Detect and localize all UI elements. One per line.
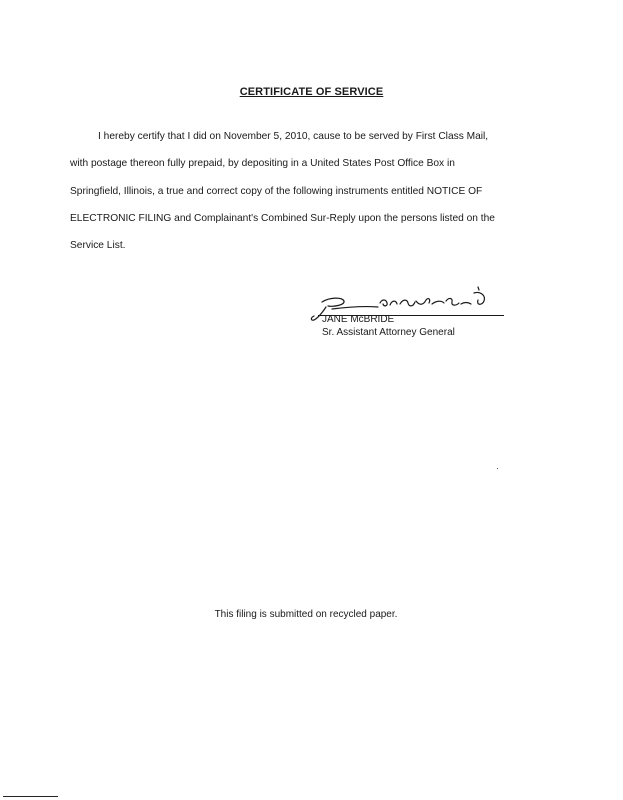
recycled-paper-note: This filing is submitted on recycled paper. xyxy=(214,609,398,620)
body-line-2: with postage thereon fully prepaid, by depositing in a United States Post Office Box in xyxy=(70,158,455,170)
signatory-title: Sr. Assistant Attorney General xyxy=(322,327,455,338)
certificate-body xyxy=(70,123,550,259)
bottom-edge-mark xyxy=(3,796,58,797)
scan-speck xyxy=(497,468,498,469)
body-line-5: Service List. xyxy=(70,240,126,252)
body-line-4: ELECTRONIC FILING and Complainant's Combined Sur-Reply upon the persons listed on the xyxy=(70,212,495,224)
body-line-1: I hereby certify that I did on November 5, 2010, cause to be served by First Class Mail, xyxy=(98,131,489,142)
signatory-name: JANE McBRIDE xyxy=(322,314,395,325)
certificate-title: CERTIFICATE OF SERVICE xyxy=(239,86,384,98)
signature-block xyxy=(308,285,508,345)
body-line-3: Springfield, Illinois, a true and correct copy of the following instruments entitled NOTICE OF xyxy=(70,185,483,197)
